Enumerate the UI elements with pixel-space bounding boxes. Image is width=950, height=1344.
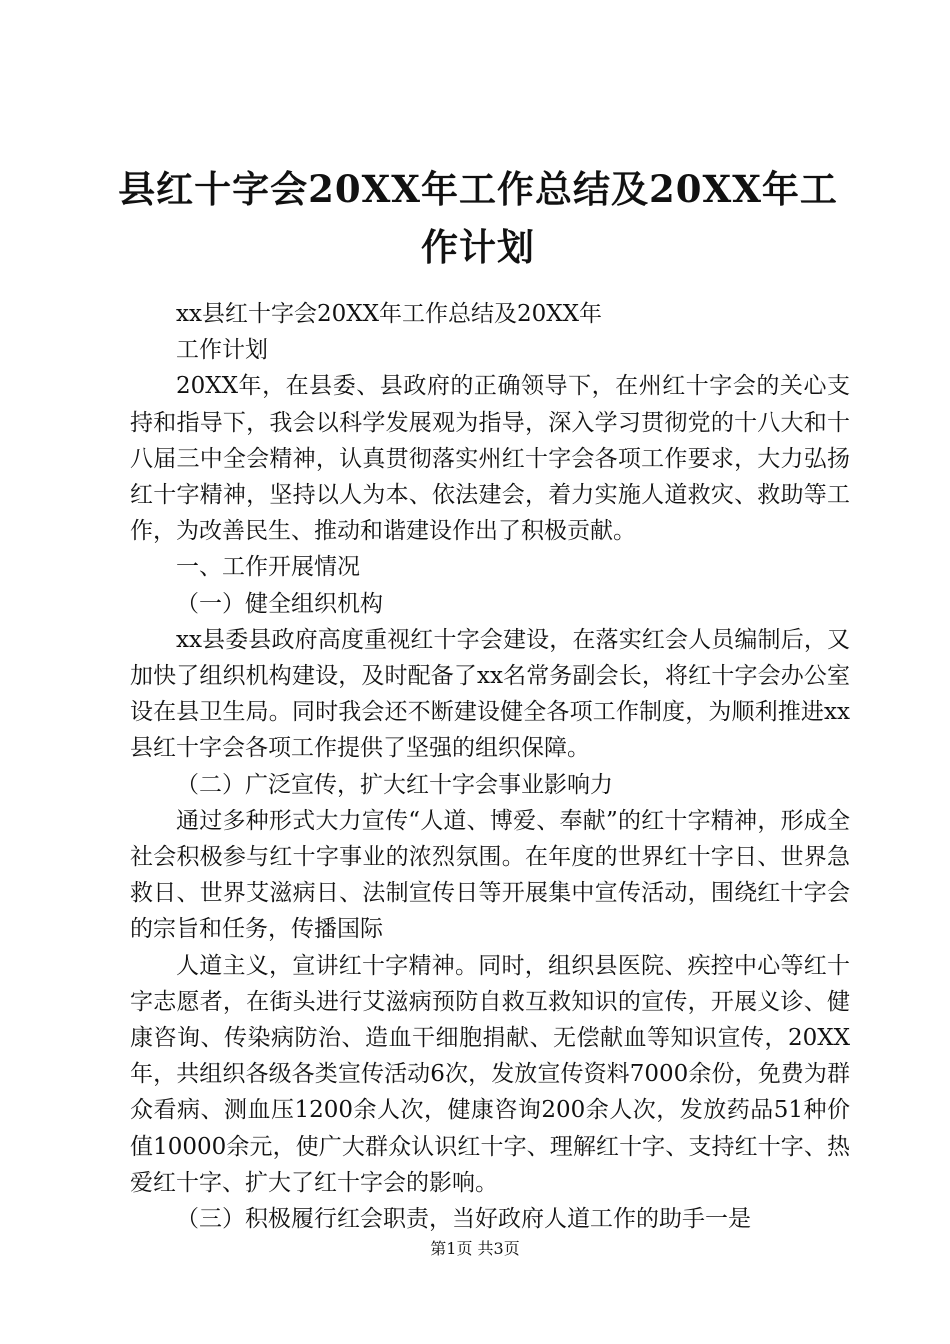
page-footer: 第1页 共3页 xyxy=(430,1239,520,1258)
intro-paragraph: 20XX年，在县委、县政府的正确领导下，在州红十字会的关心支持和指导下，我会以科学发展观为指导，深入学习贯彻党的十八大和十八届三中全会精神，认真贯彻落实州红十字会各项工作要求，大力弘扬红十字精神，坚持以人为本、依法建会，着力实施人道救灾、救助等工作，为改善民生、推动和谐建设作出了积极贡献。 xyxy=(130,373,850,545)
subsection-heading-2: （二）广泛宣传，扩大红十字会事业影响力 xyxy=(176,771,613,798)
subsection-heading-3: （三）积极履行红会职责，当好政府人道工作的助手一是 xyxy=(176,1206,751,1233)
document-body xyxy=(130,296,850,1237)
subsection-heading-1: （一）健全组织机构 xyxy=(176,590,383,617)
section-heading: 一、工作开展情况 xyxy=(176,554,360,581)
subtitle-line-2: 工作计划 xyxy=(176,337,268,364)
document-title: 县红十字会20XX年工作总结及20XX年工作计划 xyxy=(118,167,838,269)
paragraph-activities: 人道主义，宣讲红十字精神。同时，组织县医院、疾控中心等红十字志愿者，在街头进行艾滋病预防自救互救知识的宣传，开展义诊、健康咨询、传染病防治、造血干细胞捐献、无偿献血等知识宣传，20XX年，共组织各级各类宣传活动6次，发放宣传资料7000余份，免费为群众看病、测血压1200余人次，健康咨询200余人次，发放药品51种价值10000余元，使广大群众认识红十字、理解红十字、支持红十字、热爱红十字、扩大了红十字会的影响。 xyxy=(130,952,850,1196)
paragraph-publicity: 通过多种形式大力宣传“人道、博爱、奉献”的红十字精神，形成全社会积极参与红十字事业的浓烈氛围。在年度的世界红十字日、世界急救日、世界艾滋病日、法制宣传日等开展集中宣传活动，围绕红十字会的宗旨和任务，传播国际 xyxy=(130,807,850,943)
paragraph-organization: xx县委县政府高度重视红十字会建设，在落实红会人员编制后，又加快了组织机构建设，及时配备了xx名常务副会长，将红十字会办公室设在县卫生局。同时我会还不断建设健全各项工作制度，为顺利推进xx县红十字会各项工作提供了坚强的组织保障。 xyxy=(130,626,850,762)
subtitle-line-1: xx县红十字会20XX年工作总结及20XX年 xyxy=(176,301,602,327)
